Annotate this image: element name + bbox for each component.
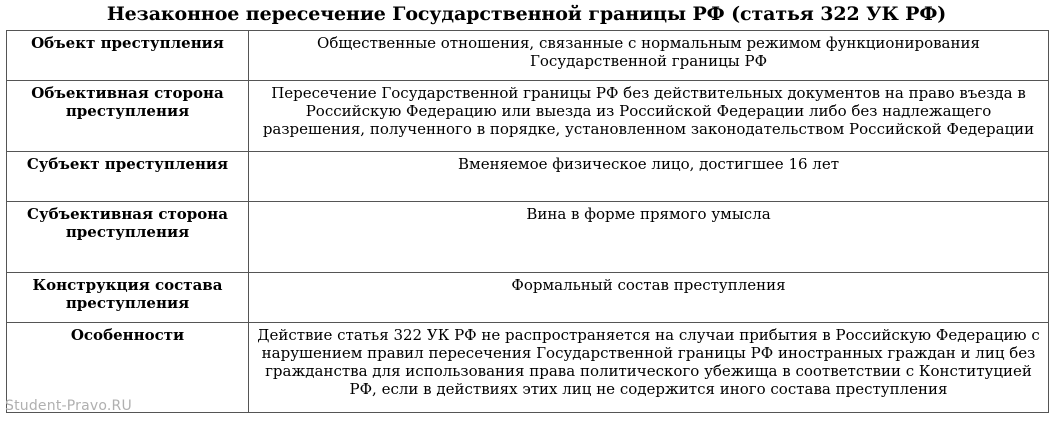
row-value: Общественные отношения, связанные с нормальным режимом функционирования Государственной границы РФ bbox=[249, 31, 1049, 81]
row-value: Вменяемое физическое лицо, достигшее 16 лет bbox=[249, 152, 1049, 202]
row-label: Субъективная сторона преступления bbox=[7, 202, 249, 273]
row-label: Объективная сторона преступления bbox=[7, 81, 249, 152]
row-value: Формальный состав преступления bbox=[249, 273, 1049, 323]
row-label: Конструкция состава преступления bbox=[7, 273, 249, 323]
table-row bbox=[7, 323, 1049, 413]
table-row bbox=[7, 273, 1049, 323]
table-row bbox=[7, 152, 1049, 202]
crime-elements-table bbox=[6, 30, 1049, 413]
row-value: Действие статья 322 УК РФ не распространяется на случаи прибытия в Российскую Федерацию с нарушением правил пересечения Государственной границы РФ иностранных граждан и лиц без гражданства для использования права политического убежища в соответствии с Конституцией РФ, если в действиях этих лиц не содержится иного состава преступления bbox=[249, 323, 1049, 413]
row-value: Пересечение Государственной границы РФ без действительных документов на право въезда в Российскую Федерацию или выезда из Российской Федерации либо без надлежащего разрешения, полученного в порядке, установленном законодательством Российской Федерации bbox=[249, 81, 1049, 152]
page-title: Незаконное пересечение Государственной границы РФ (статья 322 УК РФ) bbox=[106, 3, 947, 25]
row-value: Вина в форме прямого умысла bbox=[249, 202, 1049, 273]
table-row bbox=[7, 31, 1049, 81]
watermark: Student-Pravo.RU bbox=[5, 398, 132, 414]
table-row bbox=[7, 202, 1049, 273]
row-label: Особенности bbox=[7, 323, 249, 413]
row-label: Субъект преступления bbox=[7, 152, 249, 202]
table-row bbox=[7, 81, 1049, 152]
row-label: Объект преступления bbox=[7, 31, 249, 81]
